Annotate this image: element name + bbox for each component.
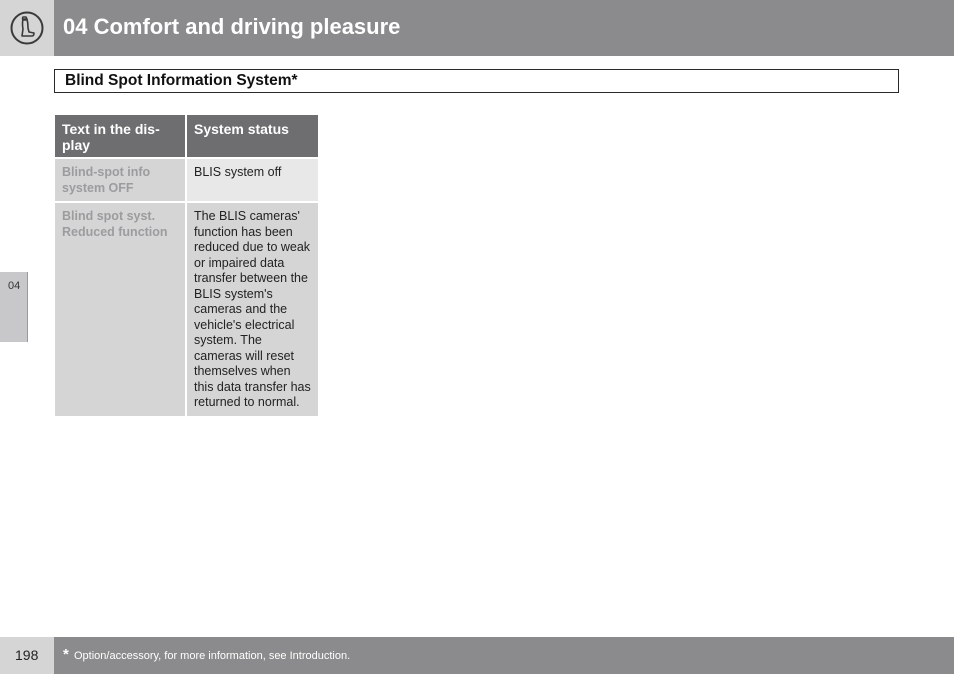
page-footer xyxy=(0,637,954,674)
footnote-marker: * xyxy=(63,646,69,663)
page-number: 198 xyxy=(15,647,39,663)
system-status-cell: The BLIS cameras' function has been reduced due to weak or impaired data transfer between the BLIS system's cameras and the vehicle's electrical system. The cameras will reset themselves when this data transfer has returned to normal. xyxy=(187,203,318,416)
table-row xyxy=(55,159,318,203)
column-header-system-status-label: System status xyxy=(194,121,289,137)
page-number-box xyxy=(0,637,54,674)
column-header-display-text xyxy=(55,115,187,159)
section-heading-box xyxy=(54,69,899,93)
chapter-side-tab[interactable] xyxy=(0,272,28,342)
chapter-icon-box xyxy=(0,0,54,56)
display-status-table xyxy=(55,115,318,416)
system-status-cell: BLIS system off xyxy=(187,159,318,203)
section-title: Blind Spot Information System* xyxy=(65,72,298,89)
display-text-cell: Blind spot syst. Reduced function xyxy=(55,203,187,416)
chapter-header xyxy=(0,0,954,56)
chapter-side-tab-label: 04 xyxy=(8,280,21,292)
table-row xyxy=(55,203,318,416)
footnote-text: Option/accessory, for more information, see Introduction. xyxy=(74,650,351,662)
column-header-system-status xyxy=(187,115,318,159)
column-header-display-text-label: Text in the dis- play xyxy=(62,121,160,153)
seat-icon xyxy=(10,11,44,45)
table-header-row xyxy=(55,115,318,159)
display-text-cell: Blind-spot info system OFF xyxy=(55,159,187,203)
chapter-title: 04 Comfort and driving pleasure xyxy=(63,14,401,39)
